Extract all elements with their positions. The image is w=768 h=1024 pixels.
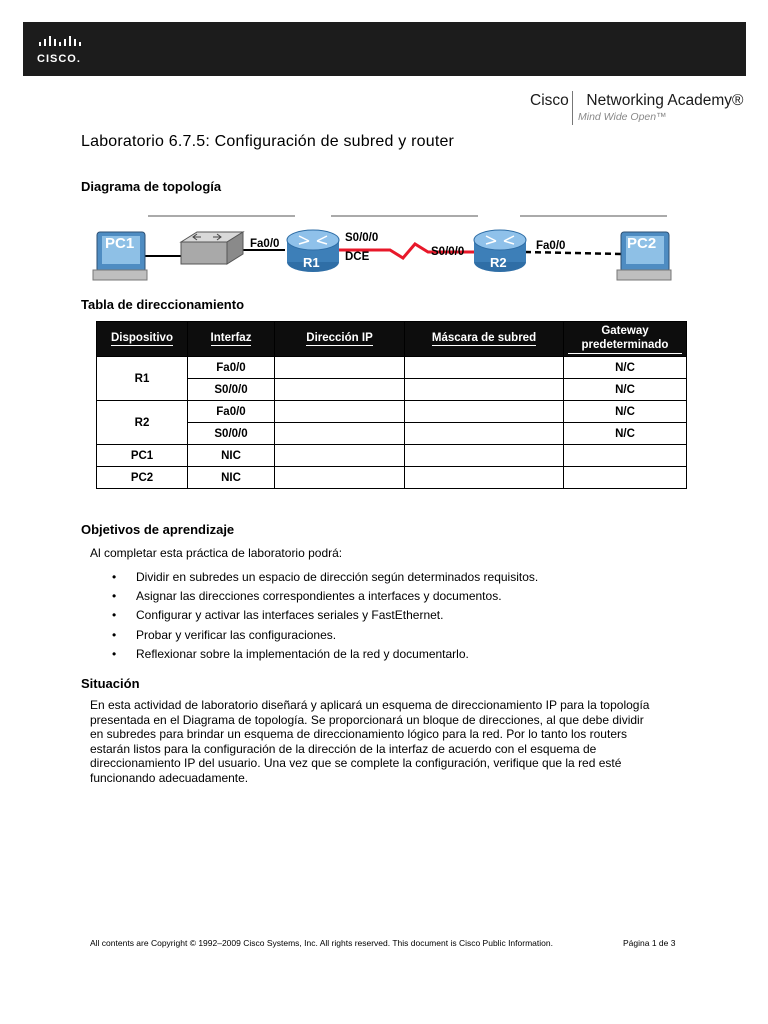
list-item: • Configurar y activar las interfaces seriales y FastEthernet. bbox=[108, 606, 538, 625]
cell-ip[interactable] bbox=[275, 423, 405, 445]
cell-ip[interactable] bbox=[275, 445, 405, 467]
list-item: • Dividir en subredes un espacio de dirección según determinados requisitos. bbox=[108, 568, 538, 587]
cell-gateway: N/C bbox=[564, 423, 687, 445]
cell-mask[interactable] bbox=[405, 401, 564, 423]
objectives-list bbox=[108, 568, 538, 664]
list-item: • Asignar las direcciones correspondientes a interfaces y documentos. bbox=[108, 587, 538, 606]
situation-paragraph bbox=[90, 698, 690, 785]
cell-gateway: N/C bbox=[564, 379, 687, 401]
addressing-heading: Tabla de direccionamiento bbox=[81, 297, 245, 312]
list-item: • Probar y verificar las configuraciones. bbox=[108, 626, 538, 645]
cell-interface: NIC bbox=[188, 445, 275, 467]
r2-serial-label: S0/0/0 bbox=[431, 246, 465, 258]
r1-fa-label: Fa0/0 bbox=[250, 238, 280, 250]
cell-interface: S0/0/0 bbox=[188, 423, 275, 445]
cell-mask[interactable] bbox=[405, 379, 564, 401]
cell-ip[interactable] bbox=[275, 379, 405, 401]
situation-line: en subredes para brindar un esquema de direccionamiento lógico para la red. Por lo tanto los routers bbox=[90, 727, 627, 741]
cell-gateway: N/C bbox=[564, 401, 687, 423]
objectives-heading: Objetivos de aprendizaje bbox=[81, 522, 235, 537]
r1-serial-label: S0/0/0 bbox=[345, 232, 379, 244]
academy-brand bbox=[530, 92, 743, 110]
r2-label: R2 bbox=[490, 255, 507, 270]
situation-heading: Situación bbox=[81, 676, 140, 691]
cell-ip[interactable] bbox=[275, 401, 405, 423]
cell-device: PC2 bbox=[97, 467, 188, 489]
addressing-table bbox=[96, 321, 687, 489]
cell-ip[interactable] bbox=[275, 467, 405, 489]
cell-ip[interactable] bbox=[275, 357, 405, 379]
col-header-gateway: Gateway predeterminado bbox=[564, 322, 687, 357]
cell-device: R1 bbox=[97, 357, 188, 401]
academy-brand-right: Networking Academy® bbox=[586, 92, 744, 109]
col-header-device: Dispositivo bbox=[97, 322, 188, 357]
topology-heading: Diagrama de topología bbox=[81, 179, 222, 194]
r2-pc2-link bbox=[525, 252, 621, 254]
situation-line: direccionamiento IP del usuario. Una vez que se complete la configuración, verifique que la red esté bbox=[90, 756, 622, 770]
page-title: Laboratorio 6.7.5: Configuración de subred y router bbox=[81, 133, 455, 150]
header-bar bbox=[23, 22, 746, 76]
footer-page-number: Página 1 de 3 bbox=[623, 938, 676, 948]
cell-gateway[interactable] bbox=[564, 445, 687, 467]
dce-label: DCE bbox=[345, 251, 370, 263]
topology-diagram bbox=[85, 212, 685, 284]
cell-mask[interactable] bbox=[405, 357, 564, 379]
table-row bbox=[97, 401, 687, 423]
pc1-label: PC1 bbox=[105, 235, 135, 252]
cell-mask[interactable] bbox=[405, 467, 564, 489]
cisco-wordmark: CISCO. bbox=[37, 53, 81, 65]
situation-line: funcionando adecuadamente. bbox=[90, 770, 249, 785]
academy-divider bbox=[572, 91, 573, 125]
cell-interface: NIC bbox=[188, 467, 275, 489]
situation-line: estarán listos para la configuración de la dirección de la interfaz de acuerdo con el esquema de bbox=[90, 741, 597, 756]
table-row bbox=[97, 467, 687, 489]
table-row bbox=[97, 445, 687, 467]
objectives-intro: Al completar esta práctica de laboratorio podrá: bbox=[90, 546, 343, 560]
cell-interface: Fa0/0 bbox=[188, 401, 275, 423]
cell-gateway: N/C bbox=[564, 357, 687, 379]
r2-fa-label: Fa0/0 bbox=[536, 240, 566, 252]
cell-mask[interactable] bbox=[405, 423, 564, 445]
cell-interface: Fa0/0 bbox=[188, 357, 275, 379]
academy-tagline: Mind Wide Open™ bbox=[578, 111, 667, 123]
situation-line: En esta actividad de laboratorio diseñará y aplicará un esquema de direccionamiento IP para la topología bbox=[90, 698, 650, 712]
list-item: • Reflexionar sobre la implementación de la red y documentarlo. bbox=[108, 645, 538, 664]
cell-mask[interactable] bbox=[405, 445, 564, 467]
cell-interface: S0/0/0 bbox=[188, 379, 275, 401]
cell-device: R2 bbox=[97, 401, 188, 445]
col-header-ip: Dirección IP bbox=[275, 322, 405, 357]
r1-label: R1 bbox=[303, 255, 320, 270]
situation-line: presentada en el Diagrama de topología. Se proporcionará un bloque de direcciones, al que debe dividir bbox=[90, 712, 644, 727]
col-header-interface: Interfaz bbox=[188, 322, 275, 357]
cell-device: PC1 bbox=[97, 445, 188, 467]
switch-icon bbox=[181, 232, 243, 264]
pc2-label: PC2 bbox=[627, 235, 657, 252]
academy-brand-left: Cisco bbox=[530, 92, 569, 109]
col-header-mask: Máscara de subred bbox=[405, 322, 564, 357]
footer-copyright: All contents are Copyright © 1992–2009 Cisco Systems, Inc. All rights reserved. This document is Cisco Public Information. bbox=[90, 938, 553, 948]
cell-gateway[interactable] bbox=[564, 467, 687, 489]
table-row bbox=[97, 357, 687, 379]
